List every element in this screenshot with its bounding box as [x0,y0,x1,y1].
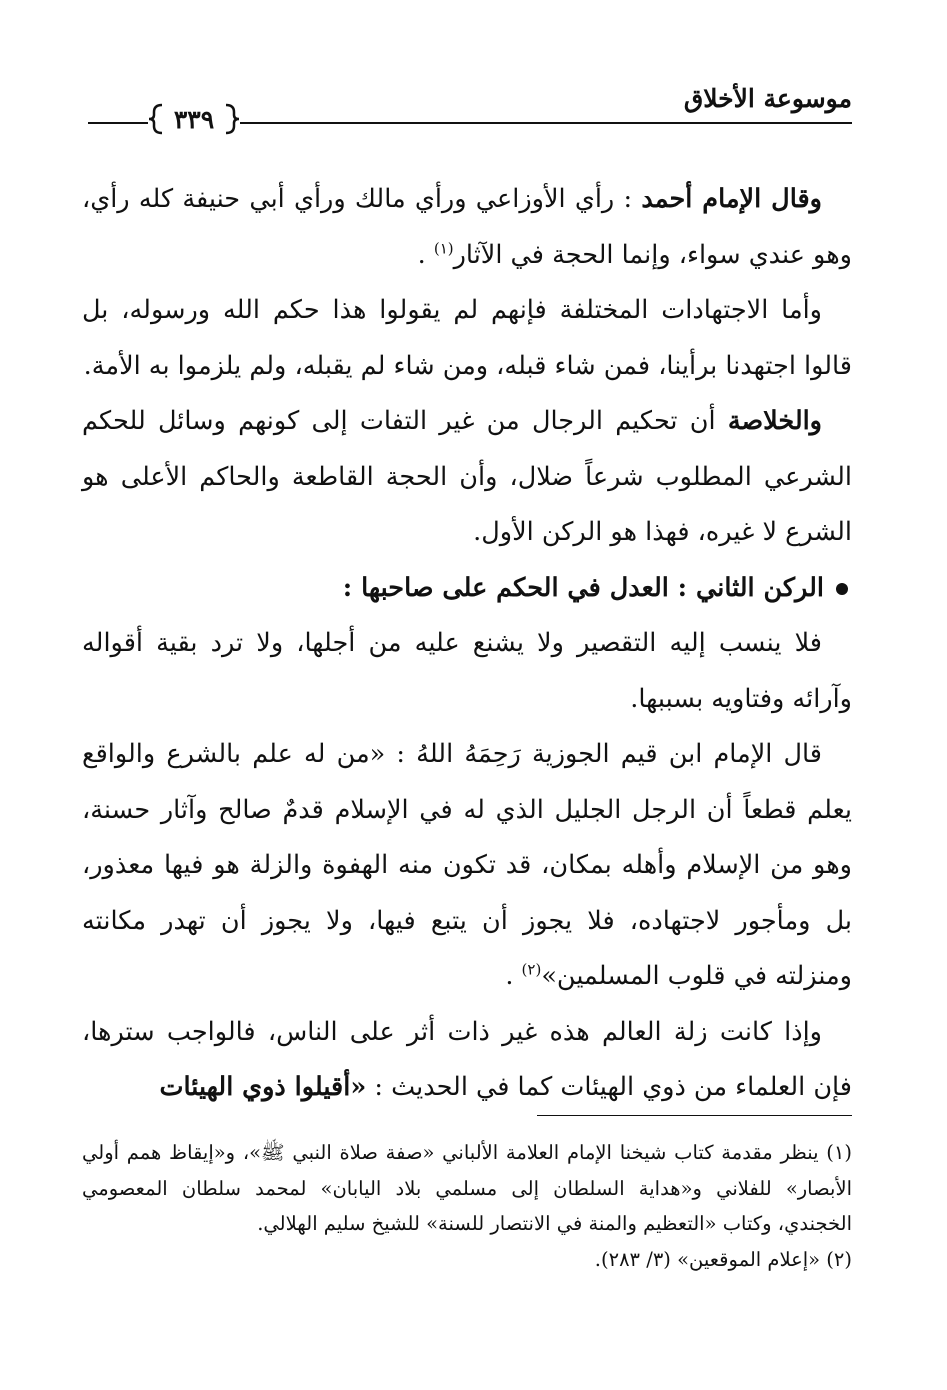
paragraph [82,727,852,1005]
footnotes [82,1135,852,1277]
paragraph-text: : رأي الأوزاعي ورأي مالك ورأي أبي حنيفة كله رأي، وهو عندي سواء، وإنما الحجة في الآثار [82,184,852,270]
section-heading [82,561,852,617]
section-heading-text: الركن الثاني : العدل في الحكم على صاحبها : [342,572,824,603]
footnote-ref: (٢) [521,960,542,979]
main-text [82,172,852,1116]
bold-quote: «أقيلوا ذوي الهيئات [159,1072,367,1102]
paragraph: وأما الاجتهادات المختلفة فإنهم لم يقولوا هذا حكم الله ورسوله، بل قالوا اجتهدنا برأينا، فمن شاء قبله، ومن شاء لم يقبله، ولم يلزموا به الأمة. [82,295,852,381]
footnote: (٢) «إعلام الموقعين» (٣/ ٢٨٣). [594,1247,852,1271]
paragraph-end: . [505,961,522,991]
paragraph: فلا ينسب إليه التقصير ولا يشنع عليه من أجلها، ولا ترد بقية أقواله وآرائه وفتاويه بسببها. [82,628,852,714]
paragraph [82,394,852,561]
bold-lead: والخلاصة [727,406,822,436]
paragraph-text: وإذا كانت زلة العالم هذه غير ذات أثر على الناس، فالواجب سترها، فإن العلماء من ذوي الهيئات كما في الحديث : [82,1016,852,1102]
paragraph [82,172,852,283]
page-number-badge [148,101,240,137]
paragraph-text: قال الإمام ابن قيم الجوزية رَحِمَهُ اللهُ : «من له علم بالشرع والواقع يعلم قطعاً أن الرجل الجليل الذي له في الإسلام قدمٌ صالح وآثار حسنة، وهو من الإسلام وأهله بمكان، قد تكون منه الهفوة والزلة هو فيها معذور، بل ومأجور لاجتهاده، فلا يجوز أن يتبع فيها، ولا يجوز أن تهدر مكانته ومنزلته في قلوب المسلمين» [82,739,852,991]
bold-lead: وقال الإمام أحمد [641,184,822,214]
footnote-rule [537,1115,852,1116]
page-number: ٣٣٩ [173,104,215,134]
paragraph-text: أن تحكيم الرجال من غير التفات إلى كونهم وسائل للحكم الشرعي المطلوب شرعاً ضلال، وأن الحجة القاطعة والحاكم الأعلى هو الشرع لا غيره، فهذا هو الركن الأول. [82,406,852,547]
footnote: (١) ينظر مقدمة كتاب شيخنا الإمام العلامة الألباني «صفة صلاة النبي ﷺ»، و«إيقاظ همم أولي الأبصار» للفلاني و«هداية السلطان إلى مسلمي بلاد اليابان» لمحمد سلطان المعصومي الخجندي، وكتاب «التعظيم والمنة في الانتصار للسنة» للشيخ سليم الهلالي. [82,1141,852,1235]
bullet-icon [836,583,848,595]
running-header-title: موسوعة الأخلاق [683,84,852,113]
footnote-ref: (١) [433,239,454,257]
paragraph-end: . [417,239,434,270]
paragraph [82,1005,852,1116]
